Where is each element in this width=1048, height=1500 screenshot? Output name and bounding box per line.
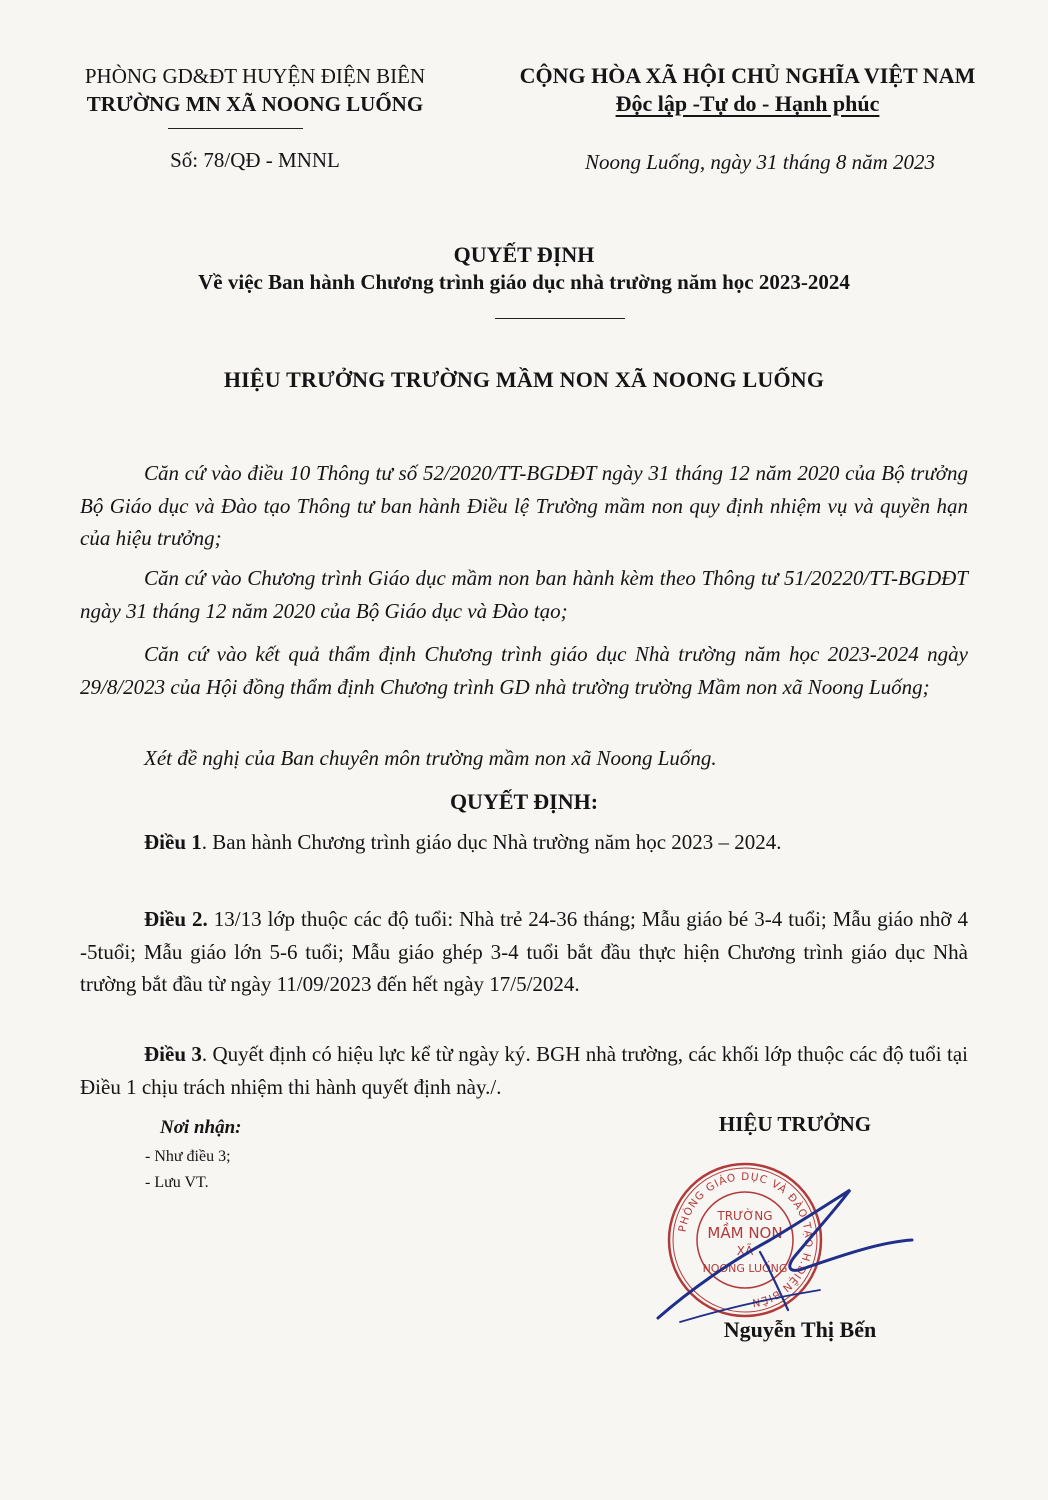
article-3 bbox=[80, 1038, 968, 1103]
place-date: Noong Luống, ngày 31 tháng 8 năm 2023 bbox=[584, 150, 935, 174]
issuer-block bbox=[40, 62, 470, 118]
signer-name: Nguyễn Thị Bến bbox=[723, 1317, 877, 1342]
ground-paragraph: Căn cứ vào điều 10 Thông tư số 52/2020/TT-BGDĐT ngày 31 tháng 12 năm 2020 của Bộ trưởng Bộ Giáo dục và Đào tạo Thông tư ban hành Điều lệ Trường mầm non quy định nhiệm vụ và quyền hạn của hiệu trưởng; bbox=[80, 461, 968, 550]
article-label: Điều 3 bbox=[144, 1042, 202, 1066]
ground-paragraph: Xét đề nghị của Ban chuyên môn trường mầm non xã Noong Luống. bbox=[144, 746, 717, 770]
ground-paragraph: Căn cứ vào Chương trình Giáo dục mầm non ban hành kèm theo Thông tư 51/20220/TT-BGDĐT ngày 31 tháng 12 năm 2020 của Bộ Giáo dục và Đào tạo; bbox=[80, 566, 968, 623]
issuer-underline bbox=[168, 128, 303, 129]
article-2 bbox=[80, 903, 968, 1001]
issuer-school: TRƯỜNG MN XÃ NOONG LUỐNG bbox=[86, 92, 424, 116]
issuer-department: PHÒNG GD&ĐT HUYỆN ĐIỆN BIÊN bbox=[84, 64, 426, 88]
recipients-title: Nơi nhận: bbox=[160, 1117, 242, 1138]
svg-text:PHÒNG GIÁO DỤC VÀ ĐÀO TẠO H.ĐI: PHÒNG GIÁO DỤC VÀ ĐÀO TẠO H.ĐIỆN BIÊN bbox=[676, 1170, 815, 1309]
country-name: CỘNG HÒA XÃ HỘI CHỦ NGHĨA VIỆT NAM bbox=[519, 63, 976, 88]
title-underline bbox=[495, 318, 625, 319]
ground-paragraph: Căn cứ vào kết quả thẩm định Chương trình giáo dục Nhà trường năm học 2023-2024 ngày 29/8/2023 của Hội đồng thẩm định Chương trình GD nhà trường trường Mầm non xã Noong Luống; bbox=[80, 642, 968, 699]
recipient-item: - Như điều 3; bbox=[145, 1148, 231, 1165]
national-motto: Độc lập -Tự do - Hạnh phúc bbox=[615, 91, 880, 116]
handwritten-signature-icon bbox=[650, 1170, 920, 1340]
svg-text:MẦM NON: MẦM NON bbox=[707, 1224, 783, 1242]
signer-title: HIỆU TRƯỞNG bbox=[718, 1112, 872, 1136]
svg-text:XÃ: XÃ bbox=[736, 1244, 754, 1258]
article-text: . Quyết định có hiệu lực kể từ ngày ký. BGH nhà trường, các khối lớp thuộc các độ tuổi tại Điều 1 chịu trách nhiệm thi hành quyết định này./. bbox=[80, 1042, 969, 1099]
issuing-authority: HIỆU TRƯỞNG TRƯỜNG MẦM NON XÃ NOONG LUỐNG bbox=[223, 367, 825, 392]
document-number: Số: 78/QĐ - MNNL bbox=[170, 148, 340, 172]
article-1 bbox=[80, 826, 968, 859]
article-label: Điều 1 bbox=[144, 830, 202, 854]
decision-heading: QUYẾT ĐỊNH: bbox=[449, 789, 599, 814]
svg-text:NOONG LUỐNG: NOONG LUỐNG bbox=[702, 1262, 788, 1275]
article-text: 13/13 lớp thuộc các độ tuổi: Nhà trẻ 24-36 tháng; Mẫu giáo bé 3-4 tuổi; Mẫu giáo nhỡ 4 -5tuổi; Mẫu giáo lớn 5-6 tuổi; Mẫu giáo ghép 3-4 tuổi bắt đầu thực hiện Chương trình giáo dục Nhà trường bắt đầu từ ngày 11/09/2023 đến hết ngày 17/5/2024. bbox=[80, 907, 969, 996]
svg-text:TRƯỜNG: TRƯỜNG bbox=[717, 1209, 773, 1223]
document-subject: Về việc Ban hành Chương trình giáo dục nhà trường năm học 2023-2024 bbox=[198, 270, 850, 294]
recipient-item: - Lưu VT. bbox=[145, 1174, 209, 1191]
article-label: Điều 2. bbox=[144, 907, 208, 931]
article-text: . Ban hành Chương trình giáo dục Nhà trường năm học 2023 – 2024. bbox=[201, 830, 782, 854]
document-title: QUYẾT ĐỊNH bbox=[453, 242, 595, 267]
national-header bbox=[470, 62, 1025, 118]
